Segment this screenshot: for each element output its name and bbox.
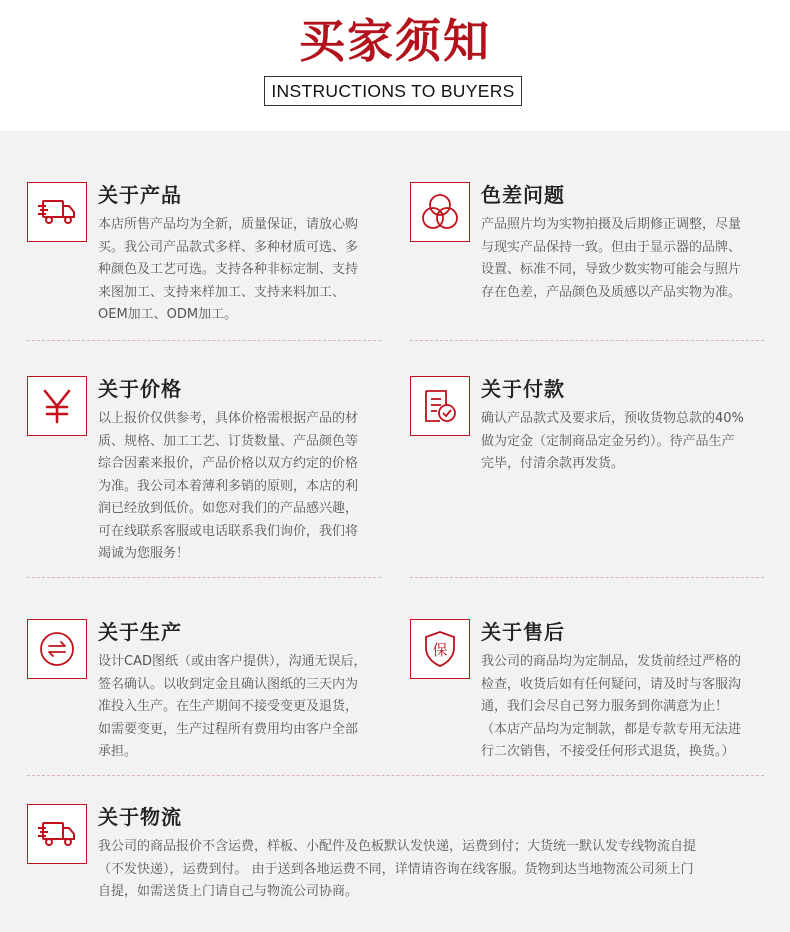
body-line: 设置、标准不同，导致少数实物可能会与照片	[481, 262, 742, 277]
shield-guarantee-icon	[410, 619, 470, 679]
divider	[410, 340, 764, 341]
body-line: 本店所售产品均为全新，质量保证，请放心购	[98, 217, 359, 232]
color-circles-icon	[410, 182, 470, 242]
body-line: 存在色差，产品颜色及质感以产品实物为准。	[481, 284, 742, 300]
section-body	[98, 651, 366, 764]
body-line: 自提，如需送货上门请自己与物流公司协商。	[98, 884, 359, 899]
body-line: 我公司的商品报价不含运费，样板、小配件及色板默认发快递，运费到付；大货统一默认发专线物流自提	[98, 839, 697, 854]
document-check-icon	[410, 376, 470, 436]
body-line: 通，我们会尽自己努力服务到你满意为止！	[481, 699, 729, 714]
section-body	[481, 408, 744, 476]
body-line: 检查，收货后如有任何疑问，请及时与客服沟	[481, 676, 742, 692]
body-line: OEM加工、ODM加工。	[98, 307, 238, 322]
body-line: 我公司的商品均为定制品，发货前经过严格的	[481, 654, 742, 669]
body-line: 设计CAD图纸（或由客户提供），沟通无误后，	[98, 654, 367, 669]
section-title: 色差问题	[481, 183, 565, 207]
section-body	[481, 214, 741, 304]
notice-panel	[0, 131, 790, 932]
body-line: 来图加工、支持来样加工、支持来料加工、	[98, 284, 346, 300]
divider	[410, 577, 764, 578]
body-line: （本店产品均为定制款，都是专款专用无法进	[481, 721, 742, 737]
body-line: 以上报价仅供参考，具体价格需根据产品的材	[98, 411, 359, 426]
section-title: 关于产品	[98, 183, 182, 207]
body-line: 质、规格、加工工艺、订货数量、产品颜色等	[98, 433, 359, 449]
page-header	[0, 0, 790, 131]
body-line: 做为定金（定制商品定金另约）。待产品生产	[481, 433, 735, 449]
section-title: 关于物流	[98, 805, 182, 829]
body-line: 产品照片均为实物拍摄及后期修正调整，尽量	[481, 217, 742, 232]
body-line: 完毕，付清余款再发货。	[481, 456, 625, 471]
section-title: 关于价格	[98, 377, 182, 401]
body-line: 准投入生产。在生产期间不接受变更及退货，	[98, 699, 359, 714]
body-line: 与现实产品保持一致。但由于显示器的品牌、	[481, 239, 742, 255]
section-body	[98, 836, 696, 904]
section-title: 关于生产	[98, 620, 182, 644]
page-title: 买家须知	[299, 14, 491, 68]
section-body	[98, 408, 358, 566]
body-line: 确认产品款式及要求后，预收货物总款的40%	[481, 411, 744, 426]
body-line: 承担。	[98, 744, 138, 759]
body-line: 行二次销售，不接受任何形式退货，换货。）	[481, 744, 735, 759]
body-line: （不发快递），运费到付。 由于送到各地运费不同，详情请咨询在线客服。货物到达当地物流公司须上门	[98, 861, 694, 877]
body-line: 综合因素来报价，产品价格以双方约定的价格	[98, 456, 359, 471]
section-title: 关于售后	[481, 620, 565, 644]
exchange-arrows-icon	[27, 619, 87, 679]
body-line: 润已经放到低价。如您对我们的产品感兴趣，	[98, 501, 359, 516]
body-line: 为准。我公司本着薄利多销的原则，本店的利	[98, 478, 359, 494]
divider	[27, 340, 381, 341]
svg-text:保: 保	[432, 641, 448, 659]
section-title: 关于付款	[481, 377, 565, 401]
section-body	[98, 214, 358, 327]
body-line: 签名确认。以收到定金且确认图纸的三天内为	[98, 676, 359, 692]
body-line: 如需要变更，生产过程所有费用均由客户全部	[98, 721, 359, 737]
body-line: 竭诚为您服务！	[98, 546, 190, 561]
delivery-truck-icon	[27, 182, 87, 242]
divider	[27, 577, 381, 578]
divider	[27, 775, 764, 776]
body-line: 买。我公司产品款式多样、多种材质可选、多	[98, 239, 359, 255]
body-line: 种颜色及工艺可选。支持各种非标定制、支持	[98, 262, 359, 277]
section-body	[481, 651, 741, 764]
delivery-truck-icon	[27, 804, 87, 864]
yen-icon	[27, 376, 87, 436]
body-line: 可在线联系客服或电话联系我们询价，我们将	[98, 523, 359, 539]
page-subtitle: INSTRUCTIONS TO BUYERS	[264, 76, 522, 106]
